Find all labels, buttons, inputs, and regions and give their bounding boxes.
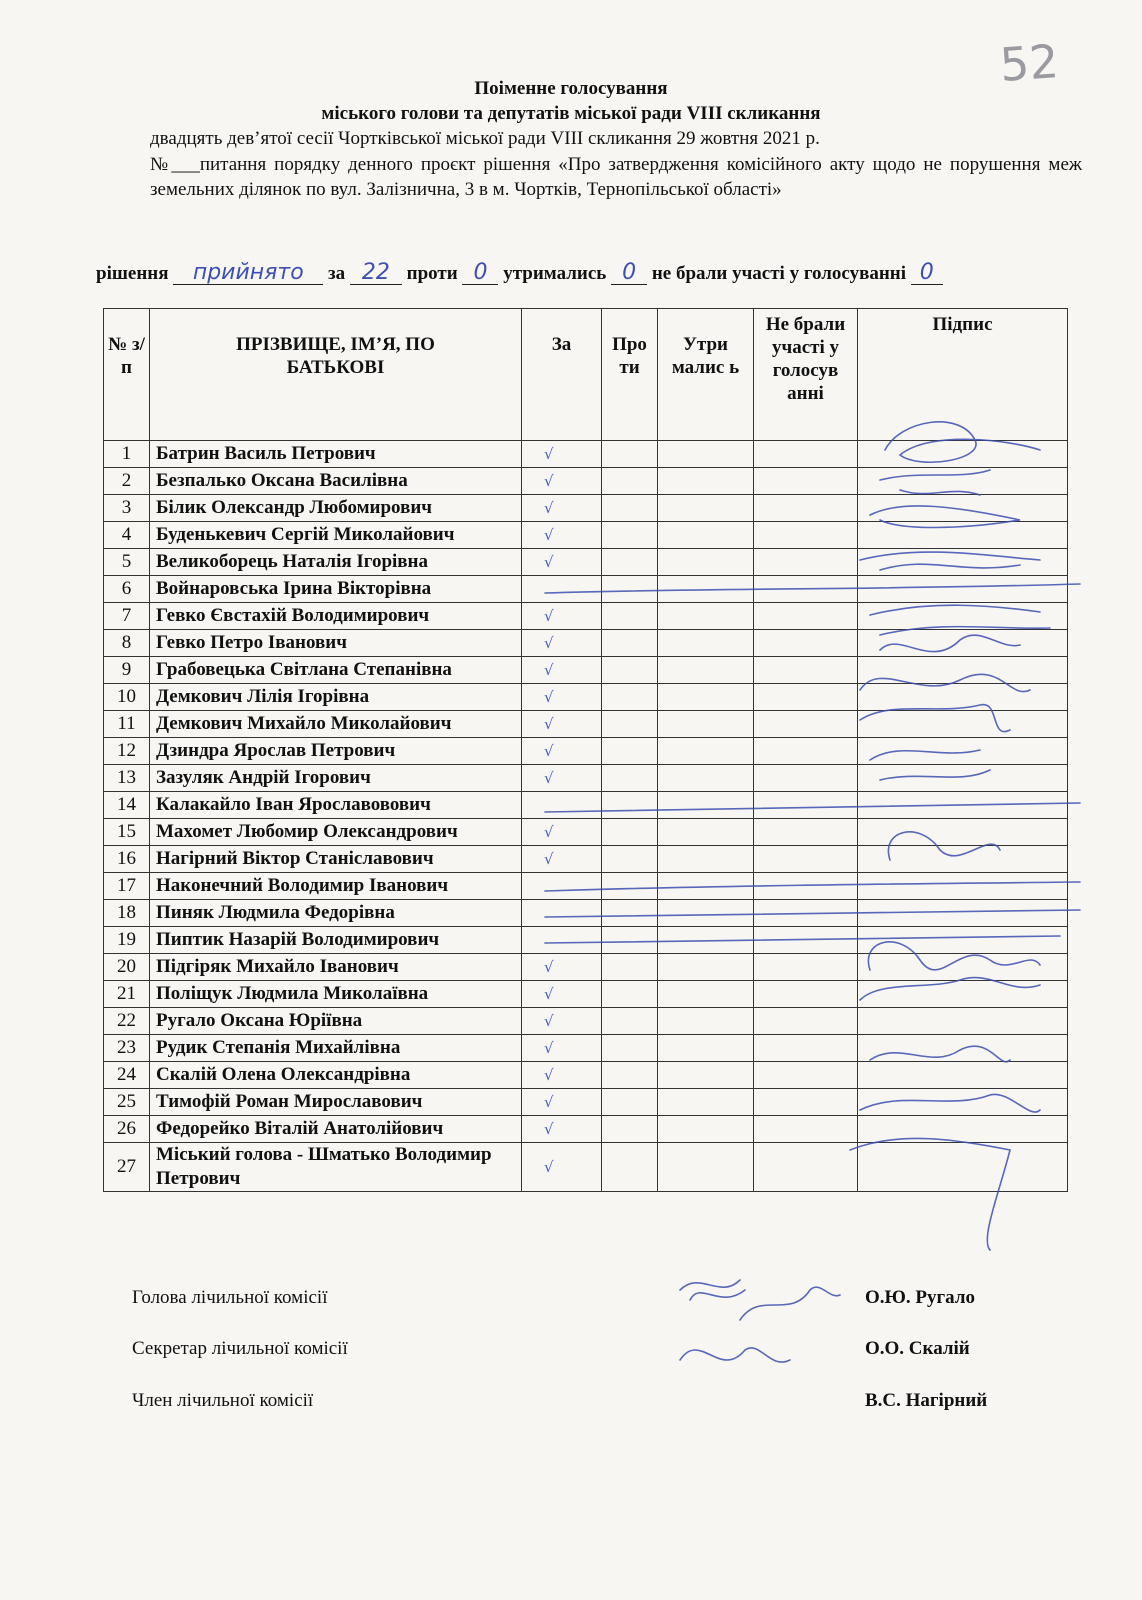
table-row: [104, 441, 1068, 468]
vote-against-cell: [602, 1089, 658, 1116]
deputy-name: Федорейко Віталій Анатолійович: [150, 1116, 522, 1143]
vote-against-cell: [602, 873, 658, 900]
vote-against-cell: [602, 927, 658, 954]
decision-line: [96, 262, 943, 285]
row-number: 6: [104, 576, 150, 603]
table-row: [104, 522, 1068, 549]
vote-table-body: [104, 441, 1068, 1192]
vote-not-voted-cell: [754, 981, 858, 1008]
abstained-label: утримались: [503, 263, 607, 284]
row-number: 2: [104, 468, 150, 495]
vote-table: [103, 308, 1068, 1192]
vote-abstained-cell: [658, 522, 754, 549]
signature-cell: [858, 549, 1068, 576]
vote-for-mark: √: [522, 1035, 602, 1062]
vote-abstained-cell: [658, 1089, 754, 1116]
table-row: [104, 1035, 1068, 1062]
footer-role-2: Секретар лічильної комісії: [132, 1338, 348, 1359]
signature-cell: [858, 468, 1068, 495]
row-number: 25: [104, 1089, 150, 1116]
vote-against-cell: [602, 549, 658, 576]
document-title: Поіменне голосування: [474, 78, 668, 99]
signature-cell: [858, 630, 1068, 657]
vote-abstained-cell: [658, 1035, 754, 1062]
vote-against-cell: [602, 684, 658, 711]
signature-cell: [858, 684, 1068, 711]
row-number: 3: [104, 495, 150, 522]
vote-not-voted-cell: [754, 792, 858, 819]
row-number: 8: [104, 630, 150, 657]
vote-not-voted-cell: [754, 441, 858, 468]
vote-not-voted-cell: [754, 900, 858, 927]
vote-abstained-cell: [658, 981, 754, 1008]
vote-for-mark: √: [522, 684, 602, 711]
vote-for-mark: √: [522, 468, 602, 495]
footer-signature: [680, 1280, 745, 1300]
row-number: 7: [104, 603, 150, 630]
vote-for-mark: √: [522, 981, 602, 1008]
vote-abstained-cell: [658, 711, 754, 738]
row-number: 23: [104, 1035, 150, 1062]
signature-cell: [858, 981, 1068, 1008]
vote-abstained-cell: [658, 1008, 754, 1035]
vote-abstained-cell: [658, 549, 754, 576]
signature-cell: [858, 900, 1068, 927]
vote-against-cell: [602, 819, 658, 846]
vote-for-mark: √: [522, 603, 602, 630]
signature-cell: [858, 873, 1068, 900]
deputy-name: Безпалько Оксана Василівна: [150, 468, 522, 495]
vote-not-voted-cell: [754, 522, 858, 549]
vote-not-voted-cell: [754, 468, 858, 495]
vote-for-mark: √: [522, 738, 602, 765]
vote-abstained-cell: [658, 927, 754, 954]
vote-against-cell: [602, 1143, 658, 1192]
signature-cell: [858, 792, 1068, 819]
vote-for-mark: [522, 792, 602, 819]
vote-for-mark: √: [522, 765, 602, 792]
row-number: 19: [104, 927, 150, 954]
vote-abstained-cell: [658, 873, 754, 900]
deputy-name: Тимофій Роман Мирославович: [150, 1089, 522, 1116]
vote-abstained-cell: [658, 954, 754, 981]
table-row: [104, 1008, 1068, 1035]
signature-cell: [858, 1062, 1068, 1089]
vote-for-mark: √: [522, 495, 602, 522]
footer-signature: [680, 1348, 790, 1362]
vote-against-cell: [602, 576, 658, 603]
vote-against-cell: [602, 954, 658, 981]
page-number: 52: [998, 34, 1061, 92]
vote-for-mark: √: [522, 522, 602, 549]
vote-against-cell: [602, 765, 658, 792]
vote-abstained-cell: [658, 1062, 754, 1089]
against-label: проти: [406, 263, 458, 284]
signature-cell: [858, 1008, 1068, 1035]
not-voted-label: не брали участі у голосуванні: [651, 263, 907, 284]
footer-signature: [740, 1287, 840, 1320]
vote-against-cell: [602, 792, 658, 819]
vote-against-cell: [602, 468, 658, 495]
deputy-name: Ругало Оксана Юріївна: [150, 1008, 522, 1035]
table-row: [104, 576, 1068, 603]
vote-against-cell: [602, 900, 658, 927]
vote-abstained-cell: [658, 792, 754, 819]
row-number: 18: [104, 900, 150, 927]
table-row: [104, 1116, 1068, 1143]
vote-against-cell: [602, 1062, 658, 1089]
vote-for-mark: √: [522, 549, 602, 576]
vote-against-cell: [602, 738, 658, 765]
signature-cell: [858, 576, 1068, 603]
vote-against-cell: [602, 846, 658, 873]
vote-not-voted-cell: [754, 684, 858, 711]
vote-for-mark: [522, 927, 602, 954]
signature-cell: [858, 495, 1068, 522]
row-number: 11: [104, 711, 150, 738]
table-row: [104, 495, 1068, 522]
deputy-name: Калакайло Іван Ярославовович: [150, 792, 522, 819]
deputy-name: Наконечний Володимир Іванович: [150, 873, 522, 900]
table-row: [104, 1062, 1068, 1089]
deputy-name: Поліщук Людмила Миколаївна: [150, 981, 522, 1008]
vote-for-mark: [522, 873, 602, 900]
for-label: за: [328, 263, 346, 284]
row-number: 15: [104, 819, 150, 846]
vote-for-mark: √: [522, 819, 602, 846]
deputy-name: Білик Олександр Любомирович: [150, 495, 522, 522]
table-row: [104, 846, 1068, 873]
row-number: 27: [104, 1143, 150, 1192]
deputy-name: Нагірний Віктор Станіславович: [150, 846, 522, 873]
vote-not-voted-cell: [754, 819, 858, 846]
header-for: За: [522, 309, 602, 441]
vote-abstained-cell: [658, 1143, 754, 1192]
vote-for-mark: √: [522, 1089, 602, 1116]
header-not-voted: Не брали участі у голосув анні: [754, 309, 858, 441]
vote-against-cell: [602, 441, 658, 468]
vote-against-cell: [602, 1116, 658, 1143]
table-row: [104, 630, 1068, 657]
vote-for-mark: √: [522, 711, 602, 738]
vote-not-voted-cell: [754, 630, 858, 657]
vote-for-mark: √: [522, 1062, 602, 1089]
signature-cell: [858, 927, 1068, 954]
document-subtitle: міського голови та депутатів міської ради VIII скликання: [321, 103, 821, 124]
row-number: 20: [104, 954, 150, 981]
deputy-name: Дзиндра Ярослав Петрович: [150, 738, 522, 765]
signature-cell: [858, 738, 1068, 765]
footer-name-1: О.Ю. Ругало: [865, 1287, 975, 1308]
deputy-name: Зазуляк Андрій Ігорович: [150, 765, 522, 792]
deputy-name: Великоборець Наталія Ігорівна: [150, 549, 522, 576]
deputy-name: Грабовецька Світлана Степанівна: [150, 657, 522, 684]
vote-not-voted-cell: [754, 1035, 858, 1062]
table-row: [104, 927, 1068, 954]
deputy-name: Демкович Лілія Ігорівна: [150, 684, 522, 711]
vote-not-voted-cell: [754, 873, 858, 900]
deputy-name: Махомет Любомир Олександрович: [150, 819, 522, 846]
question-text: №___питання порядку денного проєкт рішення «Про затвердження комісійного акту щодо не порушення меж земельних ділянок по вул. Залізнична, 3 в м. Чортків, Тернопільської області»: [150, 154, 1082, 200]
signature-cell: [858, 711, 1068, 738]
signature-cell: [858, 765, 1068, 792]
vote-for-mark: [522, 576, 602, 603]
row-number: 5: [104, 549, 150, 576]
row-number: 12: [104, 738, 150, 765]
vote-against-cell: [602, 522, 658, 549]
vote-not-voted-cell: [754, 765, 858, 792]
vote-against-cell: [602, 603, 658, 630]
vote-abstained-cell: [658, 603, 754, 630]
deputy-name: Міський голова - Шматько Володимир Петрович: [150, 1143, 522, 1192]
row-number: 24: [104, 1062, 150, 1089]
table-row: [104, 738, 1068, 765]
decision-value: прийнято: [173, 262, 323, 285]
vote-not-voted-cell: [754, 576, 858, 603]
footer-role-1: Голова лічильної комісії: [132, 1287, 328, 1308]
vote-not-voted-cell: [754, 846, 858, 873]
table-row: [104, 657, 1068, 684]
vote-abstained-cell: [658, 738, 754, 765]
vote-abstained-cell: [658, 495, 754, 522]
row-number: 10: [104, 684, 150, 711]
vote-abstained-cell: [658, 846, 754, 873]
deputy-name: Буденькевич Сергій Миколайович: [150, 522, 522, 549]
signature-cell: [858, 954, 1068, 981]
table-row: [104, 765, 1068, 792]
vote-not-voted-cell: [754, 927, 858, 954]
against-value: 0: [462, 262, 498, 285]
vote-against-cell: [602, 711, 658, 738]
deputy-name: Пиняк Людмила Федорівна: [150, 900, 522, 927]
vote-against-cell: [602, 981, 658, 1008]
vote-not-voted-cell: [754, 711, 858, 738]
table-row: [104, 981, 1068, 1008]
vote-against-cell: [602, 495, 658, 522]
vote-for-mark: √: [522, 846, 602, 873]
signature-cell: [858, 657, 1068, 684]
vote-not-voted-cell: [754, 1062, 858, 1089]
row-number: 13: [104, 765, 150, 792]
vote-for-mark: √: [522, 1143, 602, 1192]
table-row: [104, 549, 1068, 576]
decision-label: рішення: [96, 263, 169, 284]
vote-for-mark: [522, 900, 602, 927]
header-name: ПРІЗВИЩЕ, ІМ’Я, ПО БАТЬКОВІ: [150, 309, 522, 441]
row-number: 21: [104, 981, 150, 1008]
header-against: Про ти: [602, 309, 658, 441]
vote-against-cell: [602, 1008, 658, 1035]
not-voted-value: 0: [911, 262, 943, 285]
vote-abstained-cell: [658, 819, 754, 846]
table-row: [104, 954, 1068, 981]
row-number: 17: [104, 873, 150, 900]
vote-not-voted-cell: [754, 1089, 858, 1116]
vote-abstained-cell: [658, 468, 754, 495]
deputy-name: Пиптик Назарій Володимирович: [150, 927, 522, 954]
footer-name-3: В.С. Нагірний: [865, 1390, 988, 1411]
table-row: [104, 819, 1068, 846]
signature-cell: [858, 846, 1068, 873]
table-row: [104, 468, 1068, 495]
signature-cell: [858, 441, 1068, 468]
deputy-name: Підгіряк Михайло Іванович: [150, 954, 522, 981]
row-number: 1: [104, 441, 150, 468]
vote-abstained-cell: [658, 900, 754, 927]
vote-abstained-cell: [658, 576, 754, 603]
row-number: 9: [104, 657, 150, 684]
deputy-name: Гевко Євстахій Володимирович: [150, 603, 522, 630]
vote-abstained-cell: [658, 1116, 754, 1143]
vote-abstained-cell: [658, 441, 754, 468]
row-number: 14: [104, 792, 150, 819]
table-row: [104, 711, 1068, 738]
vote-for-mark: √: [522, 1116, 602, 1143]
vote-not-voted-cell: [754, 549, 858, 576]
vote-for-mark: √: [522, 657, 602, 684]
signature-cell: [858, 1116, 1068, 1143]
table-row: [104, 1143, 1068, 1192]
signature-cell: [858, 1089, 1068, 1116]
row-number: 22: [104, 1008, 150, 1035]
deputy-name: Войнаровська Ірина Вікторівна: [150, 576, 522, 603]
signature-cell: [858, 522, 1068, 549]
header-num: № з/п: [104, 309, 150, 441]
signature-cell: [858, 819, 1068, 846]
header-signature: Підпис: [858, 309, 1068, 441]
header-abstained: Утри малис ь: [658, 309, 754, 441]
table-row: [104, 873, 1068, 900]
deputy-name: Демкович Михайло Миколайович: [150, 711, 522, 738]
vote-not-voted-cell: [754, 495, 858, 522]
deputy-name: Батрин Василь Петрович: [150, 441, 522, 468]
vote-not-voted-cell: [754, 657, 858, 684]
vote-not-voted-cell: [754, 738, 858, 765]
footer-role-3: Член лічильної комісії: [132, 1390, 314, 1411]
table-row: [104, 1089, 1068, 1116]
vote-for-mark: √: [522, 1008, 602, 1035]
vote-against-cell: [602, 657, 658, 684]
deputy-name: Скалій Олена Олександрівна: [150, 1062, 522, 1089]
row-number: 4: [104, 522, 150, 549]
vote-abstained-cell: [658, 765, 754, 792]
signature-cell: [858, 603, 1068, 630]
table-row: [104, 603, 1068, 630]
vote-for-mark: √: [522, 630, 602, 657]
footer-name-2: О.О. Скалій: [865, 1338, 970, 1359]
abstained-value: 0: [611, 262, 647, 285]
deputy-name: Рудик Степанія Михайлівна: [150, 1035, 522, 1062]
for-value: 22: [350, 262, 402, 285]
session-line: двадцять дев’ятої сесії Чортківської міської ради VIII скликання 29 жовтня 2021 р.: [150, 128, 820, 149]
signature-cell: [858, 1143, 1068, 1192]
vote-for-mark: √: [522, 954, 602, 981]
vote-not-voted-cell: [754, 603, 858, 630]
vote-abstained-cell: [658, 630, 754, 657]
vote-abstained-cell: [658, 657, 754, 684]
table-row: [104, 684, 1068, 711]
vote-abstained-cell: [658, 684, 754, 711]
table-row: [104, 792, 1068, 819]
vote-for-mark: √: [522, 441, 602, 468]
vote-not-voted-cell: [754, 1008, 858, 1035]
vote-against-cell: [602, 630, 658, 657]
signature-cell: [858, 1035, 1068, 1062]
row-number: 16: [104, 846, 150, 873]
vote-against-cell: [602, 1035, 658, 1062]
deputy-name: Гевко Петро Іванович: [150, 630, 522, 657]
row-number: 26: [104, 1116, 150, 1143]
vote-not-voted-cell: [754, 954, 858, 981]
table-row: [104, 900, 1068, 927]
vote-not-voted-cell: [754, 1143, 858, 1192]
vote-not-voted-cell: [754, 1116, 858, 1143]
